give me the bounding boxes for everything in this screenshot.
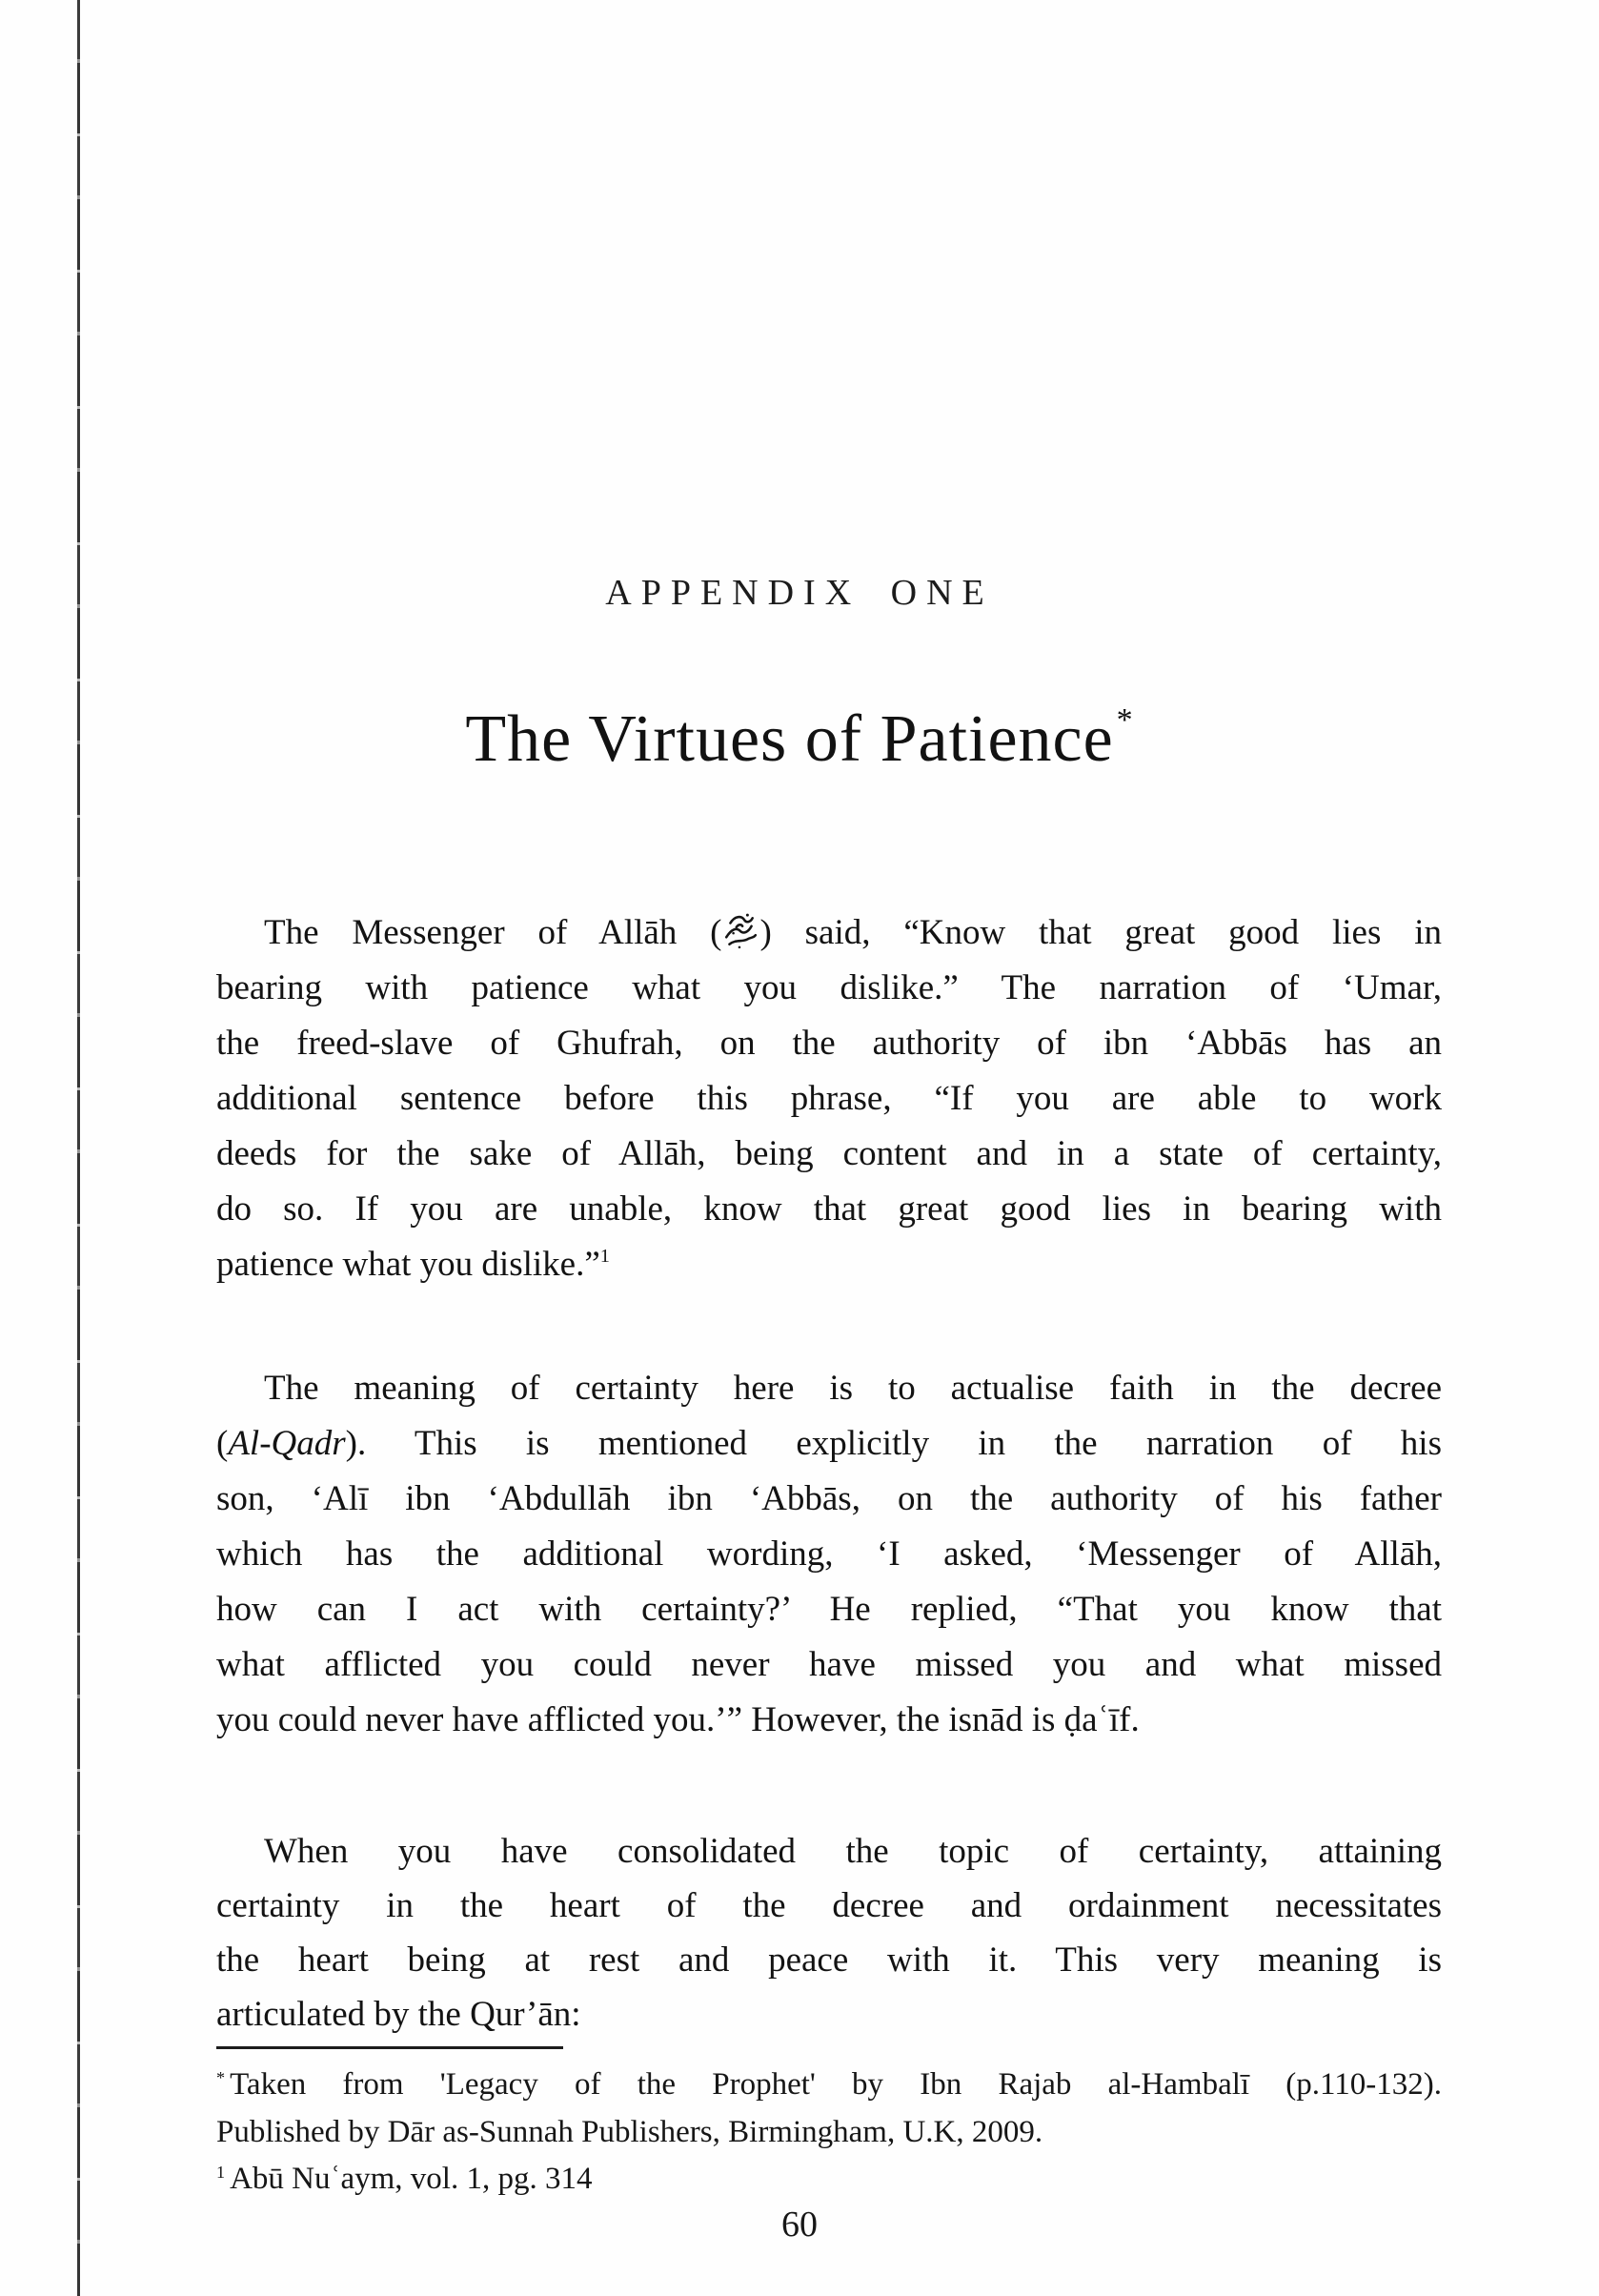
pbuh-calligraphy-icon [722, 910, 759, 952]
text-line: the freed-slave of Ghufrah, on the authority of ibn ‘Abbās has an [216, 1024, 1442, 1063]
text-line: When you have consolidated the topic of certainty, attaining [264, 1832, 1442, 1871]
text-line: certainty in the heart of the decree and ordainment necessitates [216, 1886, 1442, 1925]
text-line: Published by Dār as-Sunnah Publishers, Birmingham, U.K, 2009. [216, 2115, 1043, 2149]
text-line: what afflicted you could never have missed you and what missed [216, 1645, 1442, 1684]
text-line: additional sentence before this phrase, “If you are able to work [216, 1079, 1442, 1118]
page-edge-scan-artifact [77, 0, 80, 2296]
text-line: The meaning of certainty here is to actualise faith in the decree [264, 1369, 1442, 1408]
text-line: deeds for the sake of Allāh, being content and in a state of certainty, [216, 1134, 1442, 1173]
paragraph-consolidated-certainty [216, 1824, 1442, 2042]
text-line: do so. If you are unable, know that great good lies in bearing with [216, 1189, 1442, 1229]
paragraph-hadith [216, 905, 1442, 1292]
text-line: the heart being at rest and peace with it. This very meaning is [216, 1940, 1442, 1980]
footnote-1 [216, 2155, 1442, 2203]
text-line: (Al-Qadr). This is mentioned explicitly in the narration of his [216, 1424, 1442, 1463]
text-line: which has the additional wording, ‘I asked, ‘Messenger of Allāh, [216, 1534, 1442, 1574]
text-line: son, ‘Alī ibn ‘Abdullāh ibn ‘Abbās, on the authority of his father [216, 1479, 1442, 1518]
text-line: * Taken from 'Legacy of the Prophet' by Ibn Rajab al-Hambalī (p.110-132). [216, 2067, 1442, 2102]
footnote-divider [216, 2046, 563, 2049]
footnote-asterisk [216, 2061, 1442, 2156]
text-line: The Messenger of Allāh ( ) said, “Know that great good lies in [216, 905, 1442, 961]
chapter-title: The Virtues of Patience* [465, 702, 1134, 776]
appendix-heading: APPENDIX ONE [605, 573, 994, 613]
text-line: how can I act with certainty?’ He replied, “That you know that [216, 1590, 1442, 1629]
text-line: $^1$ Abū Nuʿaym, vol. 1, pg. 314 [216, 2162, 593, 2196]
page-number: 60 [781, 2205, 818, 2245]
text-line: bearing with patience what you dislike.” The narration of ‘Umar, [216, 968, 1442, 1007]
text-line: articulated by the Qur’ān: [216, 1995, 581, 2034]
text-column [216, 0, 1442, 2296]
paragraph-meaning-of-certainty [216, 1361, 1442, 1748]
text-line: patience what you dislike.”$^1$ [216, 1245, 610, 1284]
text-line: you could never have afflicted you.’” However, the isnād is ḍaʿīf. [216, 1700, 1140, 1739]
